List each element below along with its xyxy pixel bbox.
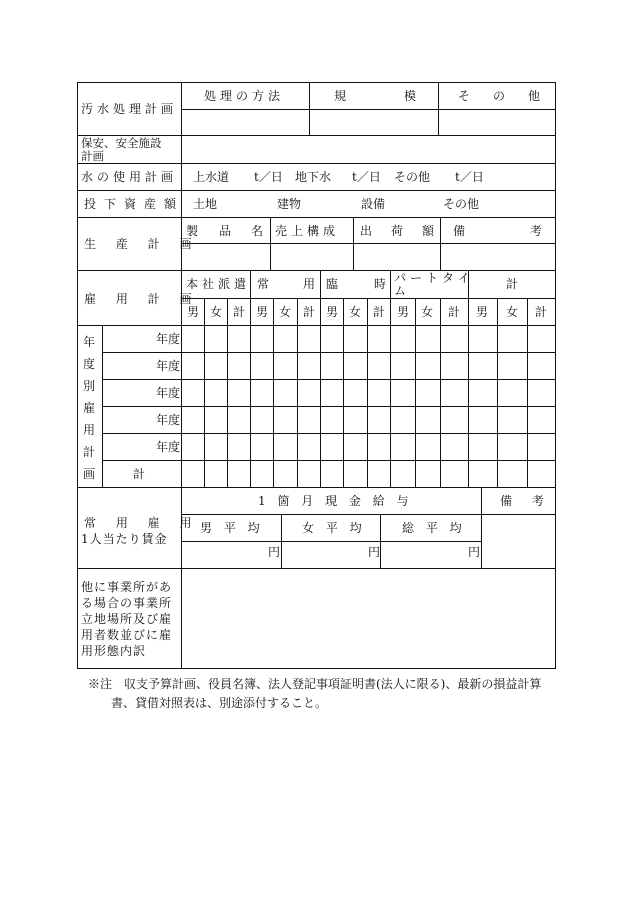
shipment-amount-header-b: 荷	[391, 224, 404, 238]
assets-building: 建物	[277, 197, 302, 211]
groundwater-label: 地下水	[295, 170, 332, 184]
other-sites-label-line: 用者数並びに雇	[81, 628, 173, 642]
sub-female: 女	[210, 305, 223, 319]
rule	[367, 298, 368, 488]
dispatched-header: 本社派遣	[186, 277, 251, 291]
rule	[181, 298, 556, 299]
sewage-other-header-c: 他	[528, 89, 541, 103]
assets-other: その他	[443, 197, 480, 211]
waterworks-unit: t／日	[254, 170, 283, 184]
wage-label-2: 1人当たり賃金	[81, 532, 168, 546]
rule	[181, 109, 556, 110]
rule	[77, 487, 556, 488]
temporary-header-a: 臨	[326, 277, 339, 291]
rule	[497, 298, 498, 488]
safety-plan-label-1: 保安、安全施設	[81, 136, 162, 150]
rule	[181, 243, 556, 244]
border-top	[77, 82, 556, 83]
rule	[181, 514, 556, 515]
sub-total: 計	[233, 305, 246, 319]
groundwater-unit: t／日	[352, 170, 381, 184]
yearly-side-char: 計	[83, 445, 96, 459]
label-divider	[181, 82, 182, 669]
border-right	[555, 82, 556, 669]
assets-equipment: 設備	[361, 197, 386, 211]
border-left	[77, 82, 78, 669]
rule	[77, 217, 556, 218]
safety-plan-label-2: 計画	[81, 149, 104, 163]
assets-land: 土地	[193, 197, 218, 211]
water-other-unit: t／日	[455, 170, 484, 184]
yearly-side-char: 雇	[83, 401, 96, 415]
product-name-header-a: 製	[186, 224, 199, 238]
sewage-plan-label: 汚水処理計画	[81, 102, 178, 116]
footnote-line-1: ※注 収支予算計画、役員名簿、法人登記事項証明書(法人に限る)、最新の損益計算	[88, 677, 542, 691]
rule	[102, 352, 556, 353]
rule	[77, 270, 556, 271]
overall-average-header: 総 平 均	[402, 521, 466, 535]
water-usage-label: 水の使用計画	[81, 170, 178, 184]
rule	[343, 298, 344, 488]
rule	[440, 298, 441, 488]
rule	[77, 190, 556, 191]
other-sites-label-line: 立地場所及び雇	[81, 612, 173, 626]
production-note-header-a: 備	[453, 224, 466, 238]
yen-unit: 円	[268, 545, 281, 559]
rule	[481, 487, 482, 569]
rule	[77, 568, 556, 569]
rule	[297, 298, 298, 488]
rule	[468, 270, 469, 488]
sub-female: 女	[279, 305, 292, 319]
wage-note-header: 備 考	[500, 494, 552, 508]
yearly-side-char: 画	[83, 467, 96, 481]
rule	[309, 82, 310, 136]
wage-label-1: 常 用 雇 用	[84, 516, 200, 530]
parttime-header-1: パートタイ	[394, 271, 474, 285]
male-average-header: 男 平 均	[200, 521, 264, 535]
female-average-header: 女 平 均	[302, 521, 366, 535]
sub-male: 男	[397, 305, 410, 319]
other-sites-label-line: 他に事業所があ	[81, 580, 173, 594]
rule	[390, 270, 391, 488]
rule	[227, 298, 228, 488]
sewage-other-header-b: の	[493, 89, 506, 103]
rule	[102, 379, 556, 380]
waterworks-label: 上水道	[193, 170, 230, 184]
yearly-side-char: 別	[83, 379, 96, 393]
sub-total: 計	[373, 305, 386, 319]
shipment-amount-header-a: 出	[360, 224, 373, 238]
yen-unit: 円	[368, 545, 381, 559]
rule	[250, 270, 251, 488]
rule	[527, 298, 528, 488]
yearly-side-char: 度	[83, 357, 96, 371]
regular-header-b: 用	[303, 277, 316, 291]
sub-total: 計	[448, 305, 461, 319]
rule	[77, 325, 556, 326]
temporary-header-b: 時	[374, 277, 387, 291]
rule	[102, 433, 556, 434]
monthly-cash-pay-header: 1 箇 月 現 金 給 与	[258, 494, 413, 508]
footnote-line-2: 書、貸借対照表は、別途添付すること。	[111, 696, 328, 710]
border-bottom	[77, 668, 556, 669]
sub-male: 男	[476, 305, 489, 319]
rule	[281, 514, 282, 569]
product-name-header-b: 品	[219, 224, 232, 238]
fiscal-year-row-label: 年度	[156, 359, 181, 373]
yearly-side-char: 年	[83, 335, 96, 349]
sewage-scale-header-b: 模	[404, 89, 417, 103]
rule	[102, 460, 556, 461]
rule	[204, 298, 205, 488]
rule	[320, 270, 321, 488]
sub-female: 女	[349, 305, 362, 319]
rule	[181, 541, 481, 542]
parttime-header-2: ム	[394, 284, 407, 298]
sewage-method-header: 処理の方法	[204, 89, 285, 103]
sub-male: 男	[326, 305, 339, 319]
sub-male: 男	[256, 305, 269, 319]
other-sites-label-line: る場合の事業所	[81, 596, 173, 610]
sub-female: 女	[421, 305, 434, 319]
water-other-label: その他	[394, 170, 431, 184]
production-plan-label: 生 産 計 画	[84, 237, 200, 251]
fiscal-year-row-label: 年度	[156, 386, 181, 400]
employment-plan-label: 雇 用 計 画	[84, 292, 200, 306]
yearly-side-char: 用	[83, 423, 96, 437]
rule	[102, 406, 556, 407]
fiscal-year-row-label: 年度	[156, 413, 181, 427]
sub-total: 計	[303, 305, 316, 319]
rule	[438, 82, 439, 136]
sales-composition-header: 売上構成	[275, 224, 340, 238]
rule	[380, 514, 381, 569]
rule	[440, 217, 441, 271]
investment-assets-label: 投下資産額	[84, 197, 185, 211]
employment-total-header: 計	[506, 277, 519, 291]
fiscal-year-row-label: 年度	[156, 440, 181, 454]
sewage-scale-header-a: 規	[334, 89, 347, 103]
yearly-total-row-label: 計	[133, 467, 146, 481]
shipment-amount-header-c: 額	[422, 224, 435, 238]
rule	[270, 217, 271, 271]
rule	[353, 217, 354, 271]
regular-header-a: 常	[257, 277, 270, 291]
production-note-header-b: 考	[530, 224, 543, 238]
rule	[415, 298, 416, 488]
fiscal-year-row-label: 年度	[156, 332, 181, 346]
yen-unit: 円	[468, 545, 481, 559]
other-sites-label-line: 用形態内訳	[81, 644, 147, 658]
rule	[77, 163, 556, 164]
rule	[273, 298, 274, 488]
sub-male: 男	[187, 305, 200, 319]
rule	[102, 325, 103, 488]
sewage-other-header-a: そ	[458, 89, 471, 103]
sub-total: 計	[535, 305, 548, 319]
sub-female: 女	[506, 305, 519, 319]
product-name-header-c: 名	[251, 224, 264, 238]
